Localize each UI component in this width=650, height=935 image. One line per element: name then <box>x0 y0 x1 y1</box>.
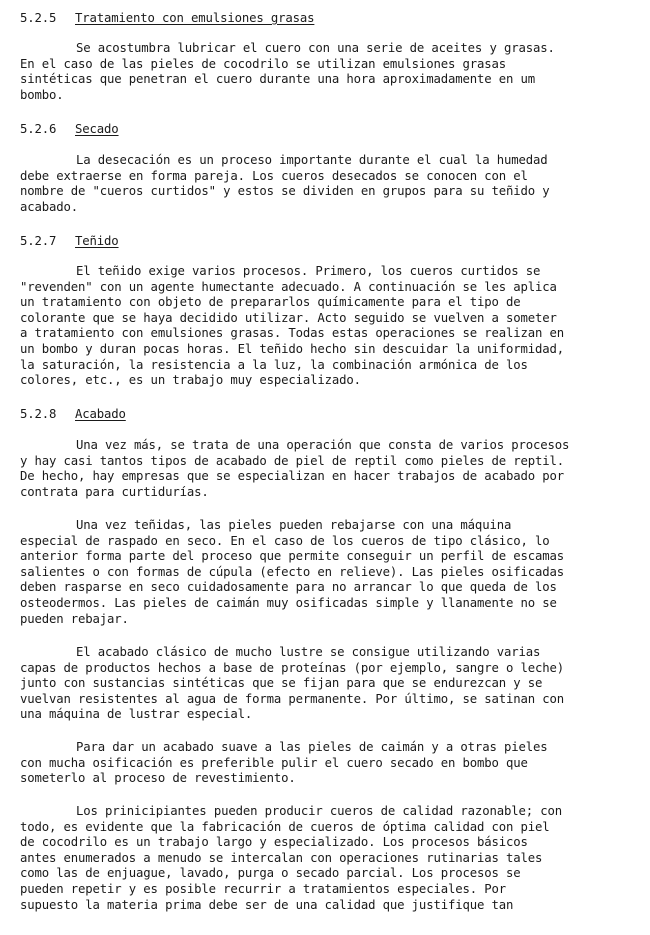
text-line: Se acostumbra lubricar el cuero con una serie de aceites y grasas. <box>76 41 555 55</box>
text-line: vuelvan resistentes al agua de forma permanente. Por último, se satinan con <box>20 691 565 706</box>
text-line: supuesto la materia prima debe ser de una calidad que justifique tan <box>20 897 514 912</box>
text-line: junto con sustancias sintéticas que se fijan para que se endurezcan y se <box>20 676 543 691</box>
paragraph <box>20 518 640 627</box>
text-line: nombre de "cueros curtidos" y estos se dividen en grupos para su teñido y <box>20 184 550 199</box>
section-number: 5.2.5 <box>20 11 57 25</box>
text-line: como las de enjuague, lavado, purga o secado parcial. Los procesos se <box>20 866 521 881</box>
text-line: con mucha osificación es preferible pulir el cuero secado en bombo que <box>20 755 528 770</box>
section-heading-5-2-7 <box>20 234 119 250</box>
paragraph <box>20 645 640 723</box>
text-line: un bombo y duran pocas horas. El teñido hecho sin descuidar la uniformidad, <box>20 341 565 356</box>
section-heading-5-2-8 <box>20 407 126 423</box>
text-line: de cocodrilo es un trabajo largo y especializado. Los procesos básicos <box>20 835 528 850</box>
text-line: contrata para curtidurías. <box>20 484 209 499</box>
text-line: acabado. <box>20 199 79 214</box>
paragraph <box>20 153 640 215</box>
text-line: La desecación es un proceso importante durante el cual la humedad <box>76 153 548 167</box>
text-line: capas de productos hechos a base de proteínas (por ejemplo, sangre o leche) <box>20 660 565 675</box>
text-line: pueden rebajar. <box>20 611 129 626</box>
text-line: "revenden" con un agente humectante adecuado. A continuación se les aplica <box>20 279 557 294</box>
text-line: Para dar un acabado suave a las pieles de caimán y a otras pieles <box>76 740 548 754</box>
section-title: Teñido <box>75 234 119 248</box>
text-line: la saturación, la resistencia a la luz, la combinación armónica de los <box>20 357 528 372</box>
text-line: colores, etc., es un trabajo muy especializado. <box>20 373 361 388</box>
section-number: 5.2.7 <box>20 234 57 248</box>
text-line: antes enumerados a menudo se intercalan con operaciones rutinarias tales <box>20 850 543 865</box>
text-line: someterlo al proceso de revestimiento. <box>20 771 296 786</box>
text-line: colorante que se haya decidido utilizar. Acto seguido se vuelven a someter <box>20 310 557 325</box>
text-line: Una vez teñidas, las pieles pueden rebajarse con una máquina <box>76 518 512 532</box>
paragraph <box>20 41 640 103</box>
text-line: De hecho, hay empresas que se especializan en hacer trabajos de acabado por <box>20 469 565 484</box>
text-line: deben rasparse en seco cuidadosamente para no arrancar lo que queda de los <box>20 580 557 595</box>
text-line: En el caso de las pieles de cocodrilo se utilizan emulsiones grasas <box>20 56 506 71</box>
text-line: y hay casi tantos tipos de acabado de piel de reptil como pieles de reptil. <box>20 453 565 468</box>
section-number: 5.2.6 <box>20 122 57 136</box>
text-line: osteodermos. Las pieles de caimán muy osificadas simple y llanamente no se <box>20 595 557 610</box>
text-line: Una vez más, se trata de una operación que consta de varios procesos <box>76 438 570 452</box>
text-line: bombo. <box>20 87 64 102</box>
text-line: una máquina de lustrar especial. <box>20 707 253 722</box>
text-line: pueden repetir y es posible recurrir a tratamientos especiales. Por <box>20 881 506 896</box>
text-line: todo, es evidente que la fabricación de cueros de óptima calidad con piel <box>20 819 550 834</box>
text-line: Los prinicipiantes pueden producir cueros de calidad razonable; con <box>76 804 562 818</box>
text-line: El teñido exige varios procesos. Primero, los cueros curtidos se <box>76 264 541 278</box>
paragraph <box>20 740 640 787</box>
section-heading-5-2-6 <box>20 122 119 138</box>
paragraph <box>20 438 640 500</box>
section-title: Acabado <box>75 407 126 421</box>
text-line: especial de raspado en seco. En el caso de los cueros de tipo clásico, lo <box>20 533 550 548</box>
paragraph <box>20 804 640 913</box>
section-title: Tratamiento con emulsiones grasas <box>75 11 315 25</box>
text-line: a tratamiento con emulsiones grasas. Todas estas operaciones se realizan en <box>20 326 565 341</box>
text-line: debe extraerse en forma pareja. Los cueros desecados se conocen con el <box>20 168 528 183</box>
text-line: salientes o con formas de cúpula (efecto en relieve). Las pieles osificadas <box>20 564 565 579</box>
section-title: Secado <box>75 122 119 136</box>
paragraph <box>20 264 640 389</box>
text-line: un tratamiento con objeto de prepararlos químicamente para el tipo de <box>20 295 521 310</box>
text-line: sintéticas que penetran el cuero durante una hora aproximadamente en um <box>20 72 535 87</box>
text-line: anterior forma parte del proceso que permite conseguir un perfil de escamas <box>20 549 565 564</box>
section-number: 5.2.8 <box>20 407 57 421</box>
section-heading-5-2-5 <box>20 11 314 27</box>
text-line: El acabado clásico de mucho lustre se consigue utilizando varias <box>76 645 541 659</box>
